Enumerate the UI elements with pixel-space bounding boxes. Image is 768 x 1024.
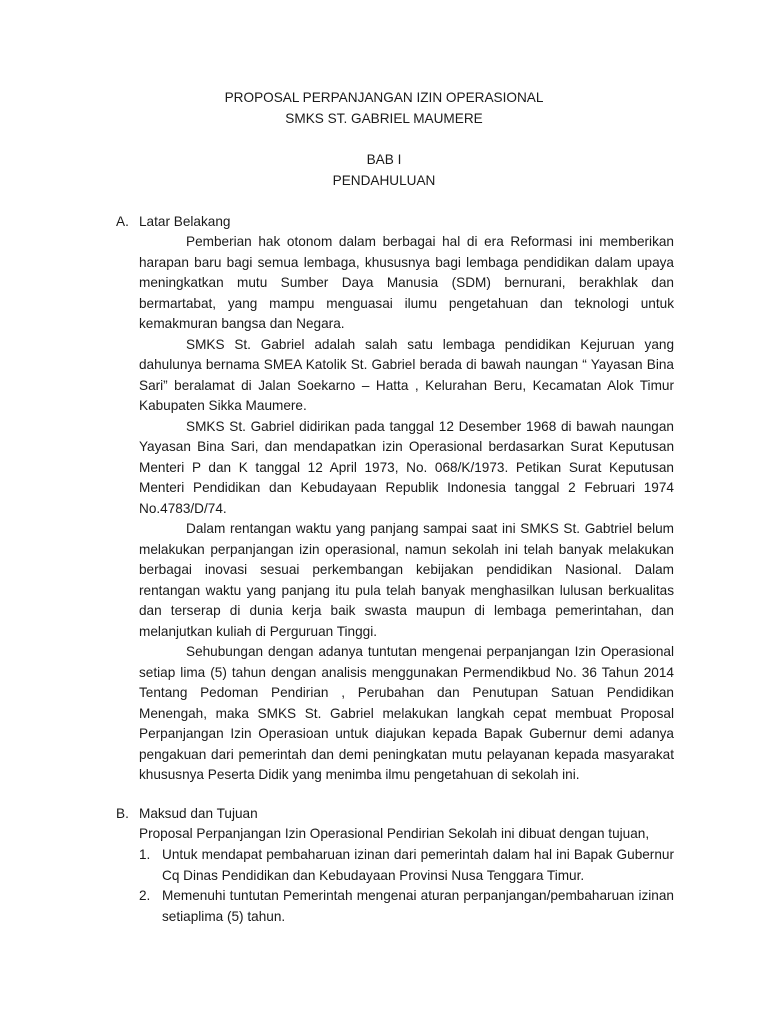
paragraph: Dalam rentangan waktu yang panjang sampai saat ini SMKS St. Gabtriel belum melakukan perpanjangan izin operasional, namun sekolah ini telah banyak melakukan berbagai inovasi sesuai perkembangan kebijakan pendidikan Nasional. Dalam rentangan waktu yang panjang itu pula telah banyak menghasilkan lulusan berkualitas dan terserap di dunia kerja baik swasta maupun di lembaga pemerintahan, dan melanjutkan kuliah di Perguruan Tinggi. [139,521,674,639]
list-item [139,886,674,927]
paragraph: Sehubungan dengan adanya tuntutan mengenai perpanjangan Izin Operasional setiap lima (5) tahun dengan analisis menggunakan Permendikbud No. 36 Tahun 2014 Tentang Pedoman Pendirian , Perubahan dan Penutupan Satuan Pendidikan Menengah, maka SMKS St. Gabriel melakukan langkah cepat membuat Proposal Perpanjangan Izin Operasioan untuk diajukan kepada Bapak Gubernur demi adanya pengakuan dari pemerintah dan demi peningkatan mutu pelayanan kepada masyarakat khususnya Peserta Didik yang menimba ilmu pengetahuan di sekolah ini. [139,644,674,782]
chapter-title: PENDAHULUAN [332,173,436,188]
section-b-lead: Proposal Perpanjangan Izin Operasional Pendirian Sekolah ini dibuat dengan tujuan, [139,826,650,841]
chapter-number: BAB I [366,152,402,167]
list-number: 1. [139,847,151,862]
proposal-title: PROPOSAL PERPANJANGAN IZIN OPERASIONAL [224,90,544,105]
paragraph: SMKS St. Gabriel didirikan pada tanggal 12 Desember 1968 di bawah naungan Yayasan Bina Sari, dan mendapatkan izin Operasional berdasarkan Surat Keputusan Menteri P dan K tanggal 12 April 1973, No. 068/K/1973. Petikan Surat Keputusan Menteri Pendidikan dan Kebudayaan Republik Indonesia tanggal 2 Februari 1974 No.4783/D/74. [139,418,674,516]
paragraph: Pemberian hak otonom dalam berbagai hal di era Reformasi ini memberikan harapan baru bagi semua lembaga, khususnya bagi lembaga pendidikan dalam upaya meningkatkan mutu Sumber Daya Manusia (SDM) bernurani, berakhlak dan bermartabat, yang mampu menguasai ilumu pengetahuan dan teknologi untuk kemakmuran bangsa dan Negara. [139,234,674,331]
purpose-list [139,845,674,927]
list-number: 2. [139,888,151,903]
section-a-label: A. [116,214,129,229]
list-item-text: Untuk mendapat pembaharuan izinan dari pemerintah dalam hal ini Bapak Gubernur Cq Dinas Pendidikan dan Kebudayaan Provinsi Nusa Tenggara Timur. [162,847,674,883]
paragraph: SMKS St. Gabriel adalah salah satu lembaga pendidikan Kejuruan yang dahulunya bernama SMEA Katolik St. Gabriel berada di bawah naungan “ Yayasan Bina Sari” beralamat di Jalan Soekarno – Hatta , Kelurahan Beru, Kecamatan Alok Timur Kabupaten Sikka Maumere. [139,336,674,413]
section-b-label: B. [116,806,129,821]
section-b-title: Maksud dan Tujuan [139,806,258,821]
list-item [139,845,674,886]
section-a-title: Latar Belakang [139,214,231,229]
section-a-body [139,232,674,786]
list-item-text: Memenuhi tuntutan Pemerintah mengenai aturan perpanjangan/pembaharuan izinan setiaplima (5) tahun. [162,888,674,924]
school-name: SMKS ST. GABRIEL MAUMERE [285,111,483,126]
